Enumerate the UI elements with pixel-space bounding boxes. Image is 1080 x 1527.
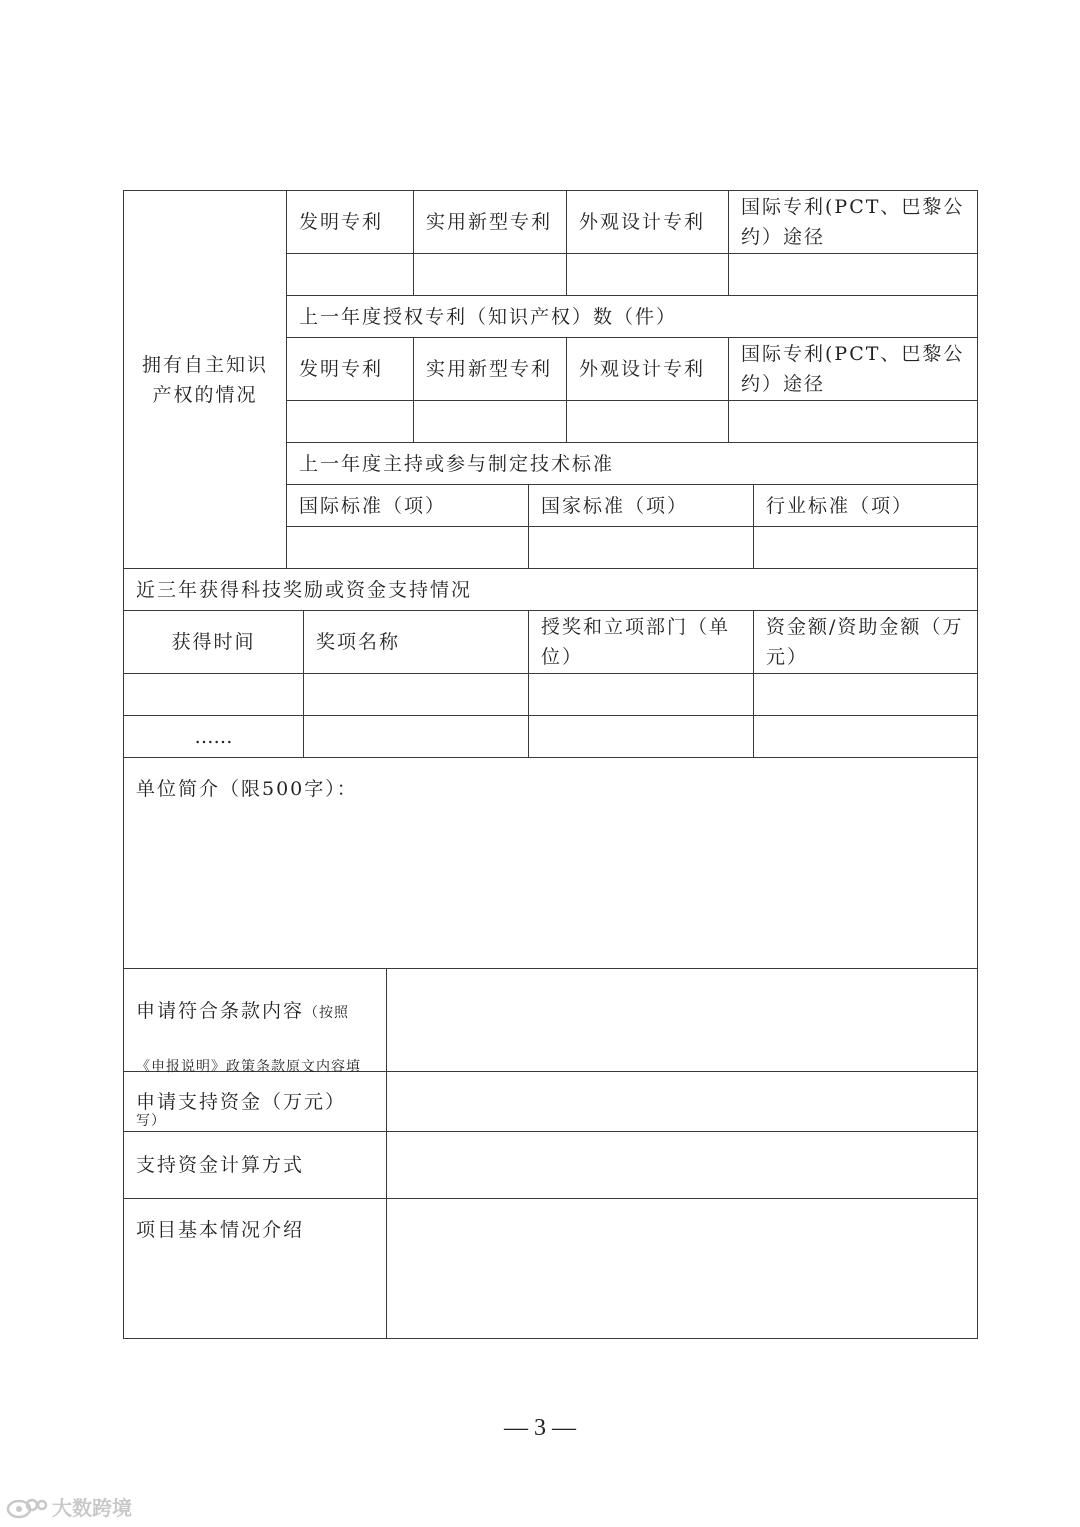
input-award-department[interactable] bbox=[529, 674, 753, 715]
page-number: — 3 — bbox=[504, 1415, 576, 1441]
header-international-standard: 国际标准（项） bbox=[299, 494, 447, 517]
header-award-department: 授奖和立项部门（单位） bbox=[541, 616, 731, 668]
header-design-patent: 外观设计专利 bbox=[579, 211, 706, 233]
input-funding-amount[interactable] bbox=[754, 674, 978, 715]
input-last-year-utility[interactable] bbox=[414, 401, 566, 442]
input-award-time[interactable] bbox=[124, 674, 303, 715]
header-award-name: 奖项名称 bbox=[316, 631, 401, 653]
funding-input[interactable] bbox=[387, 1072, 978, 1131]
input-last-year-international[interactable] bbox=[729, 401, 978, 442]
calc-method-label: 支持资金计算方式 bbox=[136, 1154, 305, 1176]
header-national-standard: 国家标准（项） bbox=[541, 494, 689, 517]
input-utility-model-count[interactable] bbox=[414, 254, 566, 295]
input-industry-standard[interactable] bbox=[754, 527, 978, 568]
header-invention-patent: 发明专利 bbox=[299, 211, 384, 233]
project-intro-label: 项目基本情况介绍 bbox=[136, 1219, 305, 1241]
input-international-standard[interactable] bbox=[287, 527, 528, 568]
input-national-standard[interactable] bbox=[529, 527, 753, 568]
input-design-patent-count[interactable] bbox=[567, 254, 728, 295]
header-funding-amount: 资金额/资助金额（万元） bbox=[766, 616, 964, 668]
input-funding-amount-more[interactable] bbox=[754, 716, 978, 757]
standards-label: 上一年度主持或参与制定技术标准 bbox=[299, 452, 615, 475]
header-international-patent: 国际专利(PCT、巴黎公约）途径 bbox=[741, 343, 965, 395]
ellipsis-row-marker: …… bbox=[194, 725, 233, 748]
weibo-logo-icon bbox=[6, 1494, 48, 1520]
header-international-patent: 国际专利(PCT、巴黎公约）途径 bbox=[741, 196, 965, 248]
funding-label: 申请支持资金（万元） bbox=[136, 1090, 347, 1113]
clause-content-input[interactable] bbox=[387, 969, 978, 1071]
header-award-time: 获得时间 bbox=[171, 631, 256, 653]
watermark bbox=[6, 1492, 132, 1521]
calc-method-input[interactable] bbox=[387, 1132, 978, 1198]
company-intro-field[interactable] bbox=[124, 758, 978, 968]
project-intro-input[interactable] bbox=[387, 1199, 978, 1339]
last-year-patents-label: 上一年度授权专利（知识产权）数（件） bbox=[299, 305, 678, 328]
input-international-patent-count[interactable] bbox=[729, 254, 978, 295]
awards-section-label: 近三年获得科技奖励或资金支持情况 bbox=[136, 578, 473, 601]
input-award-department-more[interactable] bbox=[529, 716, 753, 757]
header-utility-model-patent: 实用新型专利 bbox=[426, 211, 553, 233]
watermark-text: 大数跨境 bbox=[52, 1496, 132, 1520]
input-award-name-more[interactable] bbox=[304, 716, 528, 757]
header-invention-patent: 发明专利 bbox=[299, 358, 384, 380]
clause-label-note: （按照《申报说明》政策条款原文内容填写） bbox=[136, 1005, 361, 1129]
input-invention-patent-count[interactable] bbox=[287, 254, 413, 295]
header-design-patent: 外观设计专利 bbox=[579, 358, 706, 380]
header-utility-model-patent: 实用新型专利 bbox=[426, 358, 553, 380]
input-last-year-invention[interactable] bbox=[287, 401, 413, 442]
input-award-name[interactable] bbox=[304, 674, 528, 715]
clause-label-main: 申请符合条款内容 bbox=[136, 1000, 305, 1022]
header-industry-standard: 行业标准（项） bbox=[766, 494, 914, 517]
company-intro-label: 单位简介（限500字）： bbox=[136, 778, 358, 800]
input-last-year-design[interactable] bbox=[567, 401, 728, 442]
ip-section-label: 拥有自主知识产权的情况 bbox=[141, 353, 268, 406]
